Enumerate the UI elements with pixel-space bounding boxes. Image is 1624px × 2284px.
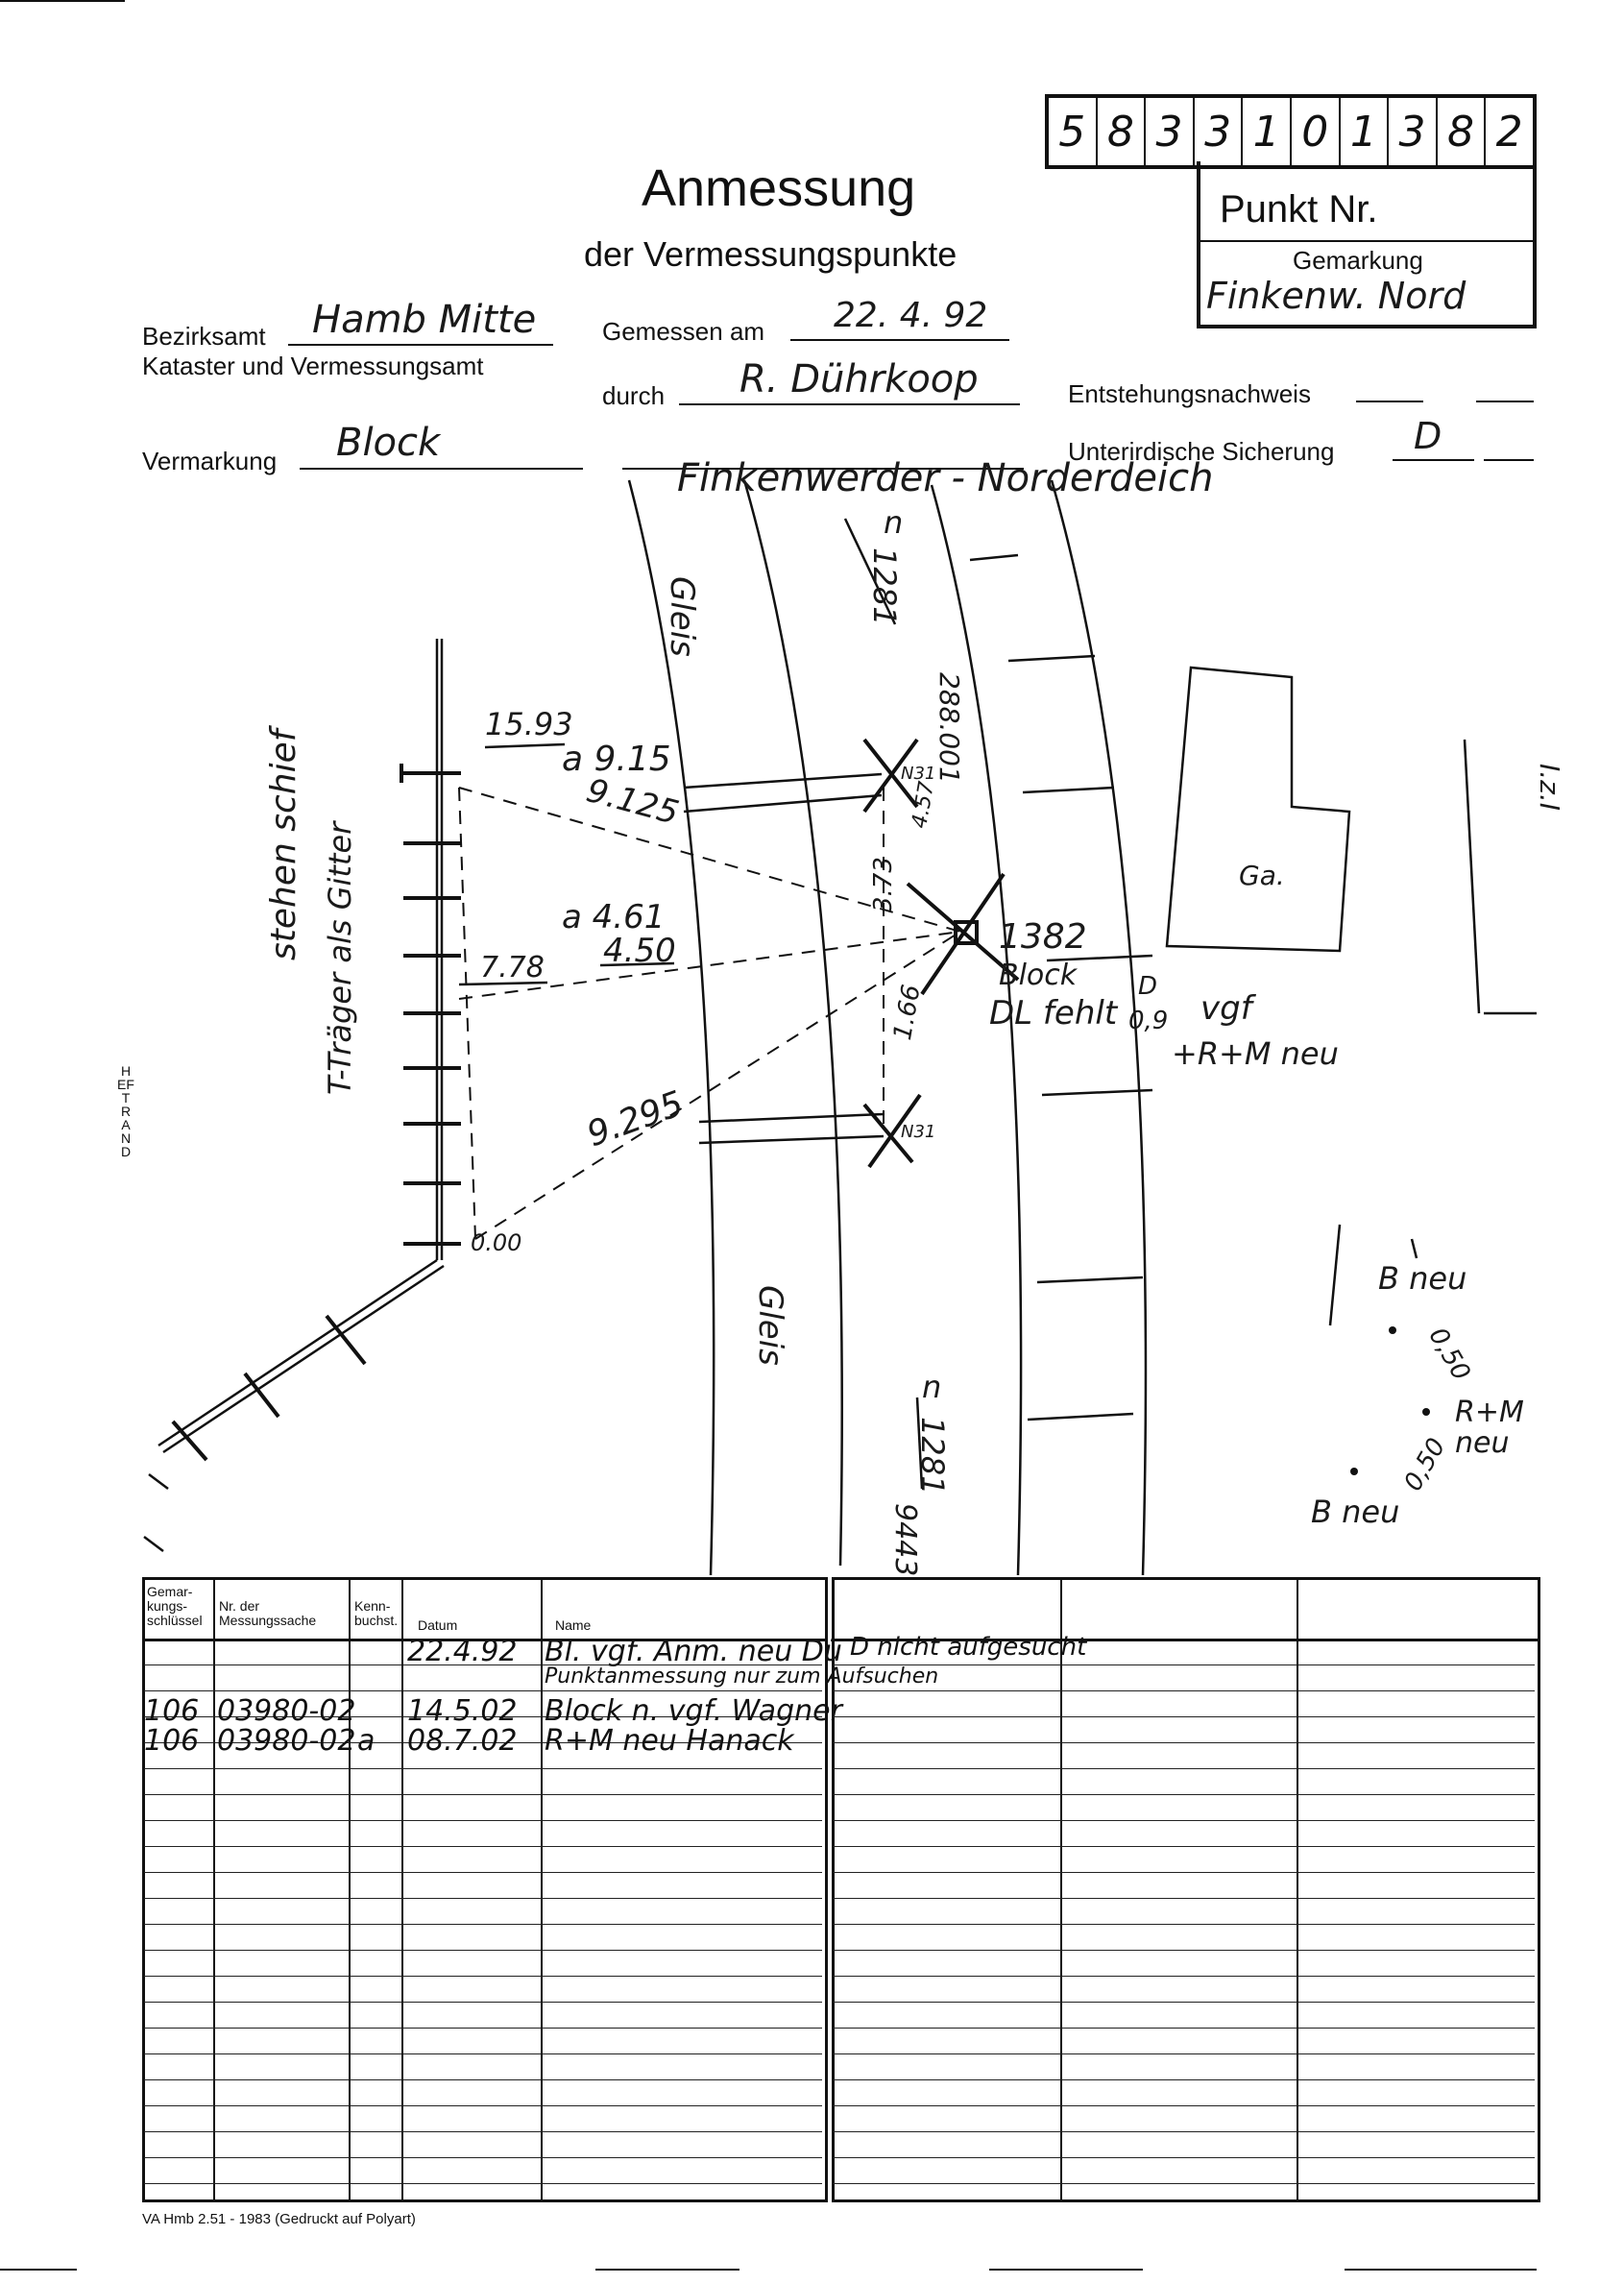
bottom-line-4 [1345, 2269, 1537, 2271]
table-cell-gem: 106 [144, 1694, 200, 1728]
heftrand-label: HEFTRAND [117, 1063, 134, 1159]
punkt-digit: 1 [1341, 98, 1390, 165]
bottom-line-2 [595, 2269, 739, 2271]
gleis-bottom-label: Gleis [751, 1285, 789, 1366]
fence-bars [173, 764, 461, 1460]
ref-bottom-2: 9443 [888, 1503, 922, 1577]
gemessen-label: Gemessen am [602, 317, 765, 346]
table-row-line [144, 2157, 822, 2158]
m-915: a 9.15 [562, 740, 671, 779]
side-note-2: T-Träger als Gitter [322, 821, 358, 1095]
tie-3 [1023, 788, 1114, 792]
note-bl: DL fehlt [989, 994, 1118, 1033]
right-row-line [834, 2131, 1535, 2132]
table-cell-nr: 03980-02 [217, 1724, 356, 1758]
tie-n31-top-2 [684, 795, 882, 812]
right-label: I.z.I [1534, 764, 1565, 812]
right-row-line [834, 2053, 1535, 2054]
b-neu-top: B neu [1378, 1260, 1467, 1297]
right-line-1 [1465, 740, 1479, 1013]
dot-b-neu-bottom [1350, 1468, 1358, 1475]
m-373: 3.73 [869, 857, 898, 912]
m-461: a 4.61 [562, 898, 666, 936]
right-row-line [834, 1716, 1535, 1717]
bottom-line-3 [989, 2269, 1143, 2271]
tie-n31-bottom-2 [699, 1136, 884, 1143]
ref-bottom-n: n [922, 1369, 942, 1405]
durch-label: durch [602, 381, 666, 410]
punkt-digit: 0 [1292, 98, 1341, 165]
right-row-line [834, 1794, 1535, 1795]
right-row-line [834, 2028, 1535, 2029]
right-note: D nicht aufgesucht [850, 1633, 1087, 1662]
right-row-line [834, 2183, 1535, 2184]
right-row-line [834, 1872, 1535, 1873]
right-row-line [834, 1898, 1535, 1899]
m-9125: 9.125 [582, 771, 683, 833]
tie-7 [1028, 1414, 1133, 1420]
m-000: 0.00 [471, 1229, 522, 1256]
table-cell-name: R+M neu Hanack [545, 1724, 794, 1758]
punkt-digit: 3 [1146, 98, 1195, 165]
header-name: Name [555, 1617, 592, 1633]
end-mark-1 [149, 1474, 168, 1489]
tie-2 [1008, 656, 1095, 661]
unterirdisch-label: Unterirdische Sicherung [1068, 437, 1335, 466]
measure-lines [459, 788, 960, 1239]
table-cell-datum: 08.7.02 [407, 1724, 518, 1758]
d-050-b: 0,50 [1398, 1433, 1452, 1496]
ref-top-n: n [884, 504, 904, 541]
kataster-label: Kataster und Vermessungsamt [142, 352, 484, 380]
table-cell-name: Punktanmessung nur zum Aufsuchen [545, 1664, 939, 1689]
gemarkung-value: Finkenw. Nord [1206, 275, 1466, 317]
lower-arc-2 [1412, 1239, 1417, 1258]
punkt-digit: 8 [1098, 98, 1147, 165]
form-subtitle: der Vermessungspunkte [584, 234, 957, 274]
right-row-line [834, 1924, 1535, 1925]
header-nr: Nr. der Messungssache [219, 1598, 317, 1628]
bezirksamt-value: Hamb Mitte [312, 298, 537, 342]
point-type-label: Block [999, 959, 1078, 992]
d-050-a: 0,50 [1422, 1323, 1476, 1386]
tie-1 [970, 555, 1018, 560]
end-mark-2 [144, 1537, 163, 1551]
punkt-digit: 1 [1243, 98, 1292, 165]
right-row-line [834, 1664, 1535, 1665]
right-row-line [834, 1820, 1535, 1821]
right-row-line [834, 1846, 1535, 1847]
top-line [0, 0, 125, 2]
dist-288: 288.001 [933, 672, 965, 784]
footer: VA Hmb 2.51 - 1983 (Gedruckt auf Polyart) [142, 2211, 416, 2227]
ref-bottom-label: 1281 [914, 1417, 951, 1495]
right-row-line [834, 1976, 1535, 1977]
durch-value: R. Dührkoop [739, 357, 979, 401]
table-row-line [144, 2028, 822, 2029]
track-arc-2 [744, 480, 842, 1566]
tie-5 [1042, 1090, 1152, 1095]
header-gemarkung: Gemar- kungs- schlüssel [147, 1584, 203, 1628]
m-1593: 15.93 [485, 706, 573, 742]
underline-1593 [485, 744, 565, 747]
table-cell-name: Block n. vgf. Wagner [545, 1694, 842, 1728]
m-450: 4.50 [603, 932, 676, 970]
table-cell-nr: 03980-02 [217, 1694, 356, 1728]
right-row-line [834, 2002, 1535, 2003]
table-row-line [144, 2105, 822, 2106]
side-note-1: stehen schief [264, 729, 303, 960]
form-title: Anmessung [642, 159, 916, 217]
vermarkung-label: Vermarkung [142, 447, 278, 475]
unterirdisch-value: D [1414, 415, 1442, 457]
building-label: Ga. [1239, 860, 1285, 891]
header-datum: Datum [418, 1617, 458, 1633]
table-row-line [144, 2079, 822, 2080]
table-row-line [144, 1898, 822, 1899]
m-457: 4.57 [908, 779, 940, 831]
punkt-digit: 5 [1049, 98, 1098, 165]
table-cell-gem: 106 [144, 1724, 200, 1758]
right-row-line [834, 1690, 1535, 1691]
table-row-line [144, 2131, 822, 2132]
table-row-line [144, 1924, 822, 1925]
dot-rm [1422, 1408, 1430, 1416]
note-frac-top: D [1138, 972, 1158, 1001]
right-row-line [834, 2105, 1535, 2106]
b-neu-bottom: B neu [1311, 1494, 1400, 1530]
right-row-line [834, 1742, 1535, 1743]
punkt-digit: 3 [1195, 98, 1244, 165]
tie-n31-bottom [699, 1114, 884, 1122]
bezirksamt-label: Bezirksamt [142, 322, 266, 351]
note-frac-bottom: 0,9 [1128, 1007, 1169, 1035]
nsl-2: N31 [901, 1122, 936, 1142]
table-row-line [144, 1846, 822, 1847]
tie-6 [1037, 1277, 1143, 1282]
right-row-line [834, 2157, 1535, 2158]
m-778: 7.78 [480, 951, 545, 984]
rm-neu: R+M neu [1455, 1396, 1524, 1460]
point-no-label: 1382 [999, 917, 1087, 957]
right-row-line [834, 2079, 1535, 2080]
entstehung-label: Entstehungsnachweis [1068, 379, 1311, 408]
tie-n31-top [684, 774, 882, 788]
table-row-line [144, 1976, 822, 1977]
building-outline [1167, 668, 1349, 951]
note-vgf: vgf [1200, 989, 1252, 1028]
bottom-line-1 [0, 2269, 77, 2271]
table-row-line [144, 1950, 822, 1951]
punkt-digit: 3 [1389, 98, 1438, 165]
ref-top-label: 1281 [866, 547, 903, 626]
table-cell-datum: 22.4.92 [407, 1635, 518, 1668]
table-row-line [144, 1768, 822, 1769]
fence-diagonal [158, 1260, 437, 1446]
gemarkung-label: Gemarkung [1293, 246, 1423, 275]
vermarkung-value: Block [336, 421, 441, 465]
m-166: 1.66 [888, 982, 927, 1043]
note-rm: +R+M neu [1172, 1035, 1339, 1072]
punkt-digit: 8 [1438, 98, 1487, 165]
header-kenn: Kenn- buchst. [354, 1598, 399, 1628]
table-row-line [144, 2053, 822, 2054]
table-cell-name: Bl. vgf. Anm. neu Dü [545, 1635, 842, 1668]
table-row-line [144, 2002, 822, 2003]
fence-diagonal-2 [163, 1266, 444, 1452]
nsl-1: N31 [901, 764, 936, 784]
lower-arc-1 [1330, 1225, 1340, 1325]
gemessen-value: 22. 4. 92 [834, 296, 988, 335]
right-row-line [834, 1950, 1535, 1951]
punkt-digit: 2 [1495, 107, 1523, 157]
table-row-line [144, 1820, 822, 1821]
right-table [832, 1577, 1540, 2202]
gleis-top-label: Gleis [663, 576, 701, 657]
table-row-line [144, 1690, 822, 1691]
table-cell-kenn: a [357, 1724, 376, 1758]
right-row-line [834, 1768, 1535, 1769]
table-row-line [144, 2183, 822, 2184]
m-9295: 9.295 [582, 1083, 689, 1155]
table-row-line [144, 1872, 822, 1873]
punkt-label: Punkt Nr. [1220, 188, 1378, 231]
dot-b-neu-top [1389, 1326, 1396, 1334]
table-cell-datum: 14.5.02 [407, 1694, 518, 1728]
street-label: Finkenwerder - Norderdeich [677, 456, 1214, 500]
table-row-line [144, 1794, 822, 1795]
